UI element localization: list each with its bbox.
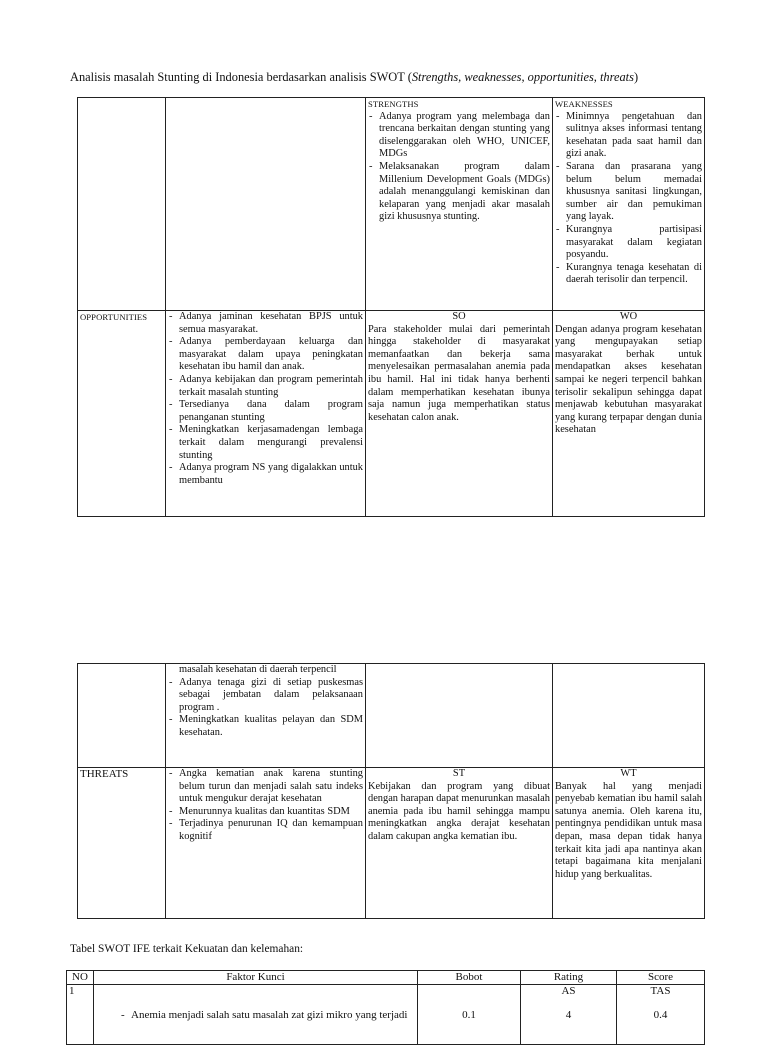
st-text: Kebijakan dan program yang dibuat dengan harapan dapat menurunkan masalah anemia pada ibu hamil sehingga mampu meningkatkan angka derajat kesehatan dalam cakupan angka kematian ibu. bbox=[368, 780, 550, 842]
ife-row-rating bbox=[521, 984, 617, 1044]
opportunity-item: - Adanya jaminan kesehatan BPJS untuk semua masyarakat. bbox=[179, 311, 363, 336]
opportunities-header: OPPORTUNITIES bbox=[78, 311, 166, 517]
wo-cell bbox=[553, 311, 705, 517]
empty-cell bbox=[366, 664, 553, 768]
ife-header-bobot: Bobot bbox=[418, 971, 521, 985]
threats-list bbox=[168, 768, 363, 844]
opportunity-item: - Adanya program NS yang digalakkan untuk membantu bbox=[179, 462, 363, 487]
ife-score-value: 0.4 bbox=[653, 1008, 668, 1021]
ife-header-factor: Faktor Kunci bbox=[94, 971, 418, 985]
ife-header-score: Score bbox=[617, 971, 705, 985]
opportunities-cont-cell bbox=[166, 664, 366, 768]
weakness-item: - Kurangnya partisipasi masyarakat dalam kegiatan posyandu. bbox=[566, 224, 702, 262]
ife-row-factor bbox=[94, 984, 418, 1044]
so-cell bbox=[366, 311, 553, 517]
strengths-cell bbox=[366, 98, 553, 311]
ife-bobot-value: 0.1 bbox=[462, 1008, 476, 1021]
empty-cell bbox=[78, 664, 166, 768]
ife-rating-sub: AS bbox=[561, 984, 576, 997]
weakness-item: - Kurangnya tenaga kesehatan di daerah terisolir dan terpencil. bbox=[566, 262, 702, 287]
threats-cell bbox=[166, 768, 366, 919]
opportunity-continued-text: masalah kesehatan di daerah terpencil bbox=[179, 664, 337, 675]
wt-cell bbox=[553, 768, 705, 919]
so-text: Para stakeholder mulai dari pemerintah hingga stakeholder di masyarakat memanfaatkan dan bekerja sama menyelesaikan permasalahan anemia pada ibu hamil. Hal ini tidak hanya berhenti dalam memperhatikan kesehatan ibunya saja namun juga memperhatikan status kesehatan calon anak. bbox=[368, 323, 550, 423]
empty-cell bbox=[166, 98, 366, 311]
ife-caption: Tabel SWOT IFE terkait Kekuatan dan kelemahan: bbox=[70, 943, 304, 955]
ife-score-sub: TAS bbox=[650, 984, 671, 997]
ife-header-rating: Rating bbox=[521, 971, 617, 985]
opportunity-item: - Meningkatkan kualitas pelayan dan SDM kesehatan. bbox=[179, 714, 363, 739]
opportunity-item: - Adanya tenaga gizi di setiap puskesmas sebagai jembatan dalam pelaksanaan program . bbox=[179, 677, 363, 715]
opportunities-cell bbox=[166, 311, 366, 517]
weaknesses-cell bbox=[553, 98, 705, 311]
empty-cell bbox=[553, 664, 705, 768]
ife-row-score bbox=[617, 984, 705, 1044]
threat-item: - Menurunnya kualitas dan kuantitas SDM bbox=[179, 806, 363, 819]
st-cell bbox=[366, 768, 553, 919]
ife-row-no: 1 bbox=[67, 984, 94, 1044]
opportunity-item: - Adanya kebijakan dan program pemerintah terkait masalah stunting bbox=[179, 374, 363, 399]
weaknesses-list bbox=[555, 111, 702, 287]
opportunity-item: - Adanya pemberdayaan keluarga dan masyarakat dalam upaya peningkatan kesehatan ibu hamil dan anak. bbox=[179, 336, 363, 374]
strengths-header: STRENGTHS bbox=[368, 99, 419, 109]
swot-table-part2 bbox=[77, 663, 705, 919]
threat-item: - Terjadinya penurunan IQ dan kemampuan kognitif bbox=[179, 818, 363, 843]
wo-header: WO bbox=[619, 311, 638, 322]
opportunity-item: - Tersedianya dana dalam program penanganan stunting bbox=[179, 399, 363, 424]
wt-header: WT bbox=[620, 768, 637, 779]
ife-table bbox=[66, 970, 705, 1045]
weakness-item: - Sarana dan prasarana yang belum belum memadai khususnya sanitasi lingkungan, sumber air dan pemukiman yang layak. bbox=[566, 161, 702, 224]
empty-corner-cell bbox=[78, 98, 166, 311]
ife-factor-list bbox=[120, 1009, 415, 1022]
ife-header-no: NO bbox=[67, 971, 94, 985]
ife-rating-value: 4 bbox=[565, 1008, 572, 1021]
opportunities-list-cont bbox=[168, 677, 363, 740]
ife-row-bobot bbox=[418, 984, 521, 1044]
weakness-item: - Minimnya pengetahuan dan sulitnya akses informasi tentang kesehatan pada saat hamil dan gizi anak. bbox=[566, 111, 702, 161]
ife-factor-item: - Anemia menjadi salah satu masalah zat gizi mikro yang terjadi bbox=[131, 1009, 415, 1022]
so-header: SO bbox=[452, 311, 466, 322]
opportunities-list bbox=[168, 311, 363, 487]
threat-item: - Angka kematian anak karena stunting belum turun dan menjadi salah satu indeks untuk mengukur derajat kesehatan bbox=[179, 768, 363, 806]
swot-table-part1 bbox=[77, 97, 705, 517]
strength-item: - Adanya program yang melembaga dan trencana berkaitan dengan stunting yang diselenggarakan oleh WHO, UNICEF, MDGs bbox=[379, 111, 550, 161]
wo-text: Dengan adanya program kesehatan yang mengupayakan setiap masyarakat berhak untuk mendapatkan akses kesehatan sampai ke negeri terpencil bahkan terisolir sekalipun sehingga dapat menjawab kebutuhan masyarakat yang kurang terpapar dengan dunia kesehatan bbox=[555, 323, 702, 436]
page-title: Analisis masalah Stunting di Indonesia berdasarkan analisis SWOT (Strengths, weaknesses, opportunities, threats) bbox=[70, 70, 639, 84]
wt-text: Banyak hal yang menjadi penyebab kematian ibu hamil salah satunya anemia. Oleh karena itu, pentingnya pendidikan untuk masa depan, masa depan tidak hanya terkait kita jadi apa nantinya akan tetapi bagaimana kita menjalani hidup yang berkualitas. bbox=[555, 780, 702, 880]
weaknesses-header: WEAKNESSES bbox=[555, 99, 613, 109]
opportunity-item: - Meningkatkan kerjasamadengan lembaga terkait dalam mengurangi prevalensi stunting bbox=[179, 424, 363, 462]
strengths-list bbox=[368, 111, 550, 224]
strength-item: - Melaksanakan program dalam Millenium Development Goals (MDGs) adalah menanggulangi kemiskinan dan kelaparan yang menjadi akar masalah gizi khususnya stunting. bbox=[379, 161, 550, 224]
st-header: ST bbox=[452, 768, 466, 779]
threats-header: THREATS bbox=[78, 768, 166, 919]
